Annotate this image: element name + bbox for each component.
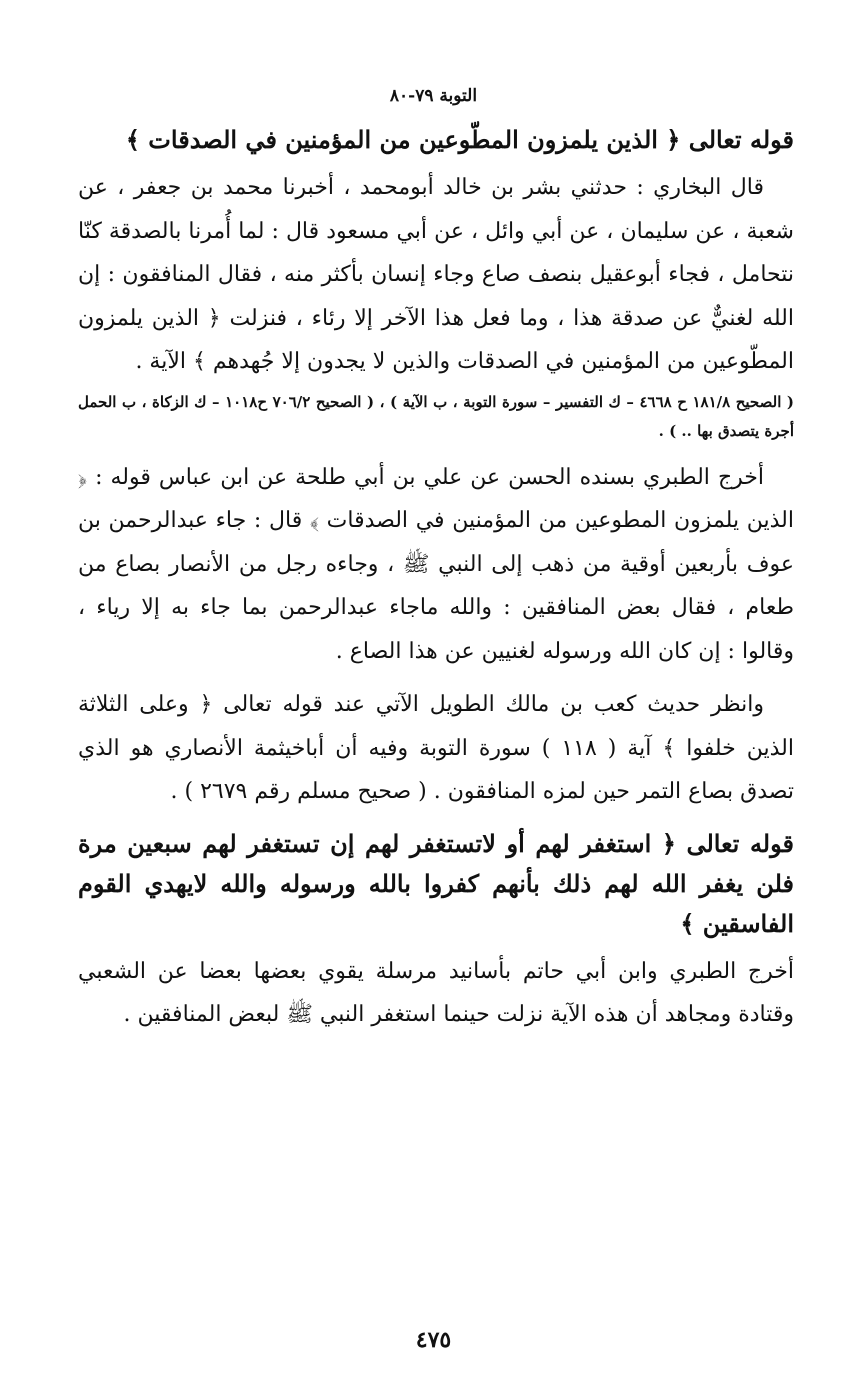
- paragraph-gap: [78, 814, 794, 824]
- section-heading-1: قوله تعالى ﴿ الذين يلمزون المطّوعين من المؤمنين في الصدقات ﴾: [125, 125, 794, 154]
- hadith-paragraph-bukhari: قال البخاري : حدثني بشر بن خالد أبومحمد ، أخبرنا محمد بن جعفر ، عن شعبة ، عن سليمان ، عن أبي وائل ، عن أبي مسعود قال : لما أُمرنا بالصدقة كنّا نتحامل ، فجاء أبوعقيل بنصف صاع وجاء إنسان بأكثر منه ، فقال المنافقون : إن الله لغنيٌّ عن صدقة هذا ، وما فعل هذا الآخر إلا رئاء ، فنزلت ﴿ الذين يلمزون المطّوعين من المؤمنين في الصدقات والذين لا يجدون إلا جُهدهم ﴾ الآية .: [78, 175, 794, 374]
- paragraph-tabari: أخرج الطبري بسنده الحسن عن علي بن أبي طلحة عن ابن عباس قوله : ﴿ الذين يلمزون المطوعين من المؤمنين في الصدقات ﴾ قال : جاء عبدالرحمن بن عوف بأربعين أوقية من ذهب إلى النبي ﷺ ، وجاءه رجل من الأنصار بصاع من طعام ، فقال بعض المنافقين : والله ماجاء عبدالرحمن بما جاء به إلا رياء ، وقالوا : إن كان الله ورسوله لغنيين عن هذا الصاع .: [78, 464, 794, 664]
- paragraph-gap: [78, 673, 794, 683]
- paragraph-tabari-2: أخرج الطبري وابن أبي حاتم بأسانيد مرسلة يقوي بعضها بعضا عن الشعبي وقتادة ومجاهد أن هذه الآية نزلت حينما استغفر النبي ﷺ لبعض المنافقين .: [78, 958, 794, 1027]
- section-heading-2: قوله تعالى ﴿ استغفر لهم أو لاتستغفر لهم إن تستغفر لهم سبعين مرة فلن يغفر الله لهم ذلك بأنهم كفروا بالله ورسوله والله لايهدي القوم الفاسقين ﴾: [78, 828, 794, 938]
- page-body: [78, 120, 794, 1037]
- reference-note: ( الصحيح ١٨١/٨ ح ٤٦٦٨ – ك التفسير – سورة التوبة ، ب الآية ) ، ( الصحيح ٧٠٦/٢ ح١٠١٨ – ك الزكاة ، ب الحمل أجرة يتصدق بها .. ) .: [78, 392, 794, 440]
- paragraph-kaab: وانظر حديث كعب بن مالك الطويل الآتي عند قوله تعالى ﴿ وعلى الثلاثة الذين خلفوا ﴾ آية ( ١١٨ ) سورة التوبة وفيه أن أباخيثمة الأنصاري هو الذي تصدق بصاع التمر حين لمزه المنافقون . ( صحيح مسلم رقم ٢٦٧٩ ) .: [78, 692, 794, 804]
- page-number: ٤٧٥: [415, 1327, 452, 1353]
- running-header: التوبة ٧٩-٨٠: [389, 86, 478, 106]
